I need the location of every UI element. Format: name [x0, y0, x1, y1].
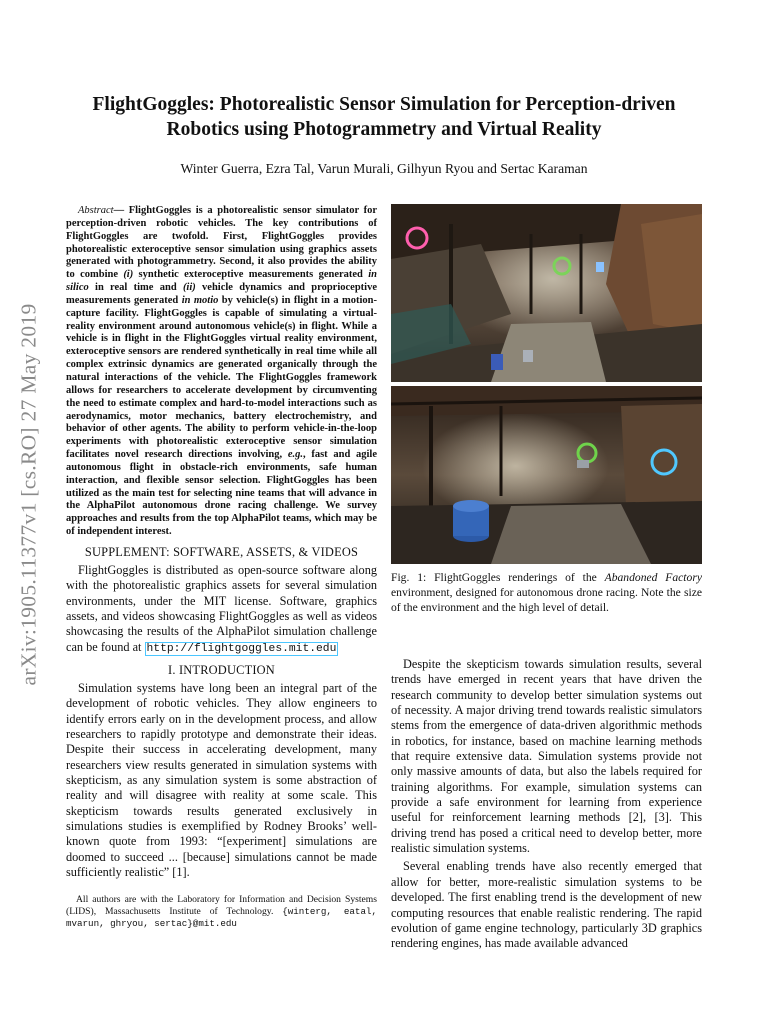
- arxiv-stamp-text: arXiv:1905.11377v1 [cs.RO] 27 May 2019: [16, 302, 41, 686]
- left-column: [66, 205, 377, 930]
- figure-caption: [391, 570, 702, 615]
- project-url-link[interactable]: http://flightgoggles.mit.edu: [146, 642, 337, 655]
- supplement-paragraph: [66, 563, 377, 657]
- abstract-italic-5: e.g.: [287, 449, 304, 461]
- abstract-italic-2: in silico: [66, 269, 377, 294]
- abstract-text-2: synthetic exteroceptive measurements generated: [133, 269, 369, 281]
- author-list: Winter Guerra, Ezra Tal, Varun Murali, Gilhyun Ryou and Sertac Karaman: [180, 161, 588, 176]
- abstract-italic-1: (i): [123, 269, 134, 281]
- figure-1: [391, 204, 702, 615]
- caption-prefix: Fig. 1: FlightGoggles renderings of the: [391, 571, 605, 584]
- abstract-text-6: , fast and agile autonomous flight in obstacle-rich environments, safe human interaction, and flexible sensor selection. FlightGoggles has been utilized as the main test for selecting nine teams that will advance in the AlphaPilot autonomous drone racing challenge. We survey approaches and results from the top AlphaPilot teams, which may be of independent interest.: [66, 449, 378, 538]
- arxiv-stamp: [5, 264, 53, 724]
- abstract-dash: —: [113, 205, 125, 216]
- paper-title: FlightGoggles: Photorealistic Sensor Simulation for Perception-driven Robotics using Photogrammetry and Virtual Reality: [92, 94, 676, 140]
- introduction-paragraph: Simulation systems have long been an integral part of the development of robotic vehicles. They allow engineers to identify errors early on in the development process, and allow researchers to rapidly prototype and demonstrate their ideas. Despite their success in accelerating development, many researchers view results generated in simulation systems with skepticism, as any simulation system is some abstraction of reality and will disagree with reality at some scale. This skepticism towards results generated exclusively in simulations studies is exemplified by Rodney Brooks’ well-known quote from 1993: “[experiment] simulations are doomed to succeed ... [because] simulations cannot be made sufficiently realistic” [1].: [66, 681, 377, 880]
- author-footnote: [66, 894, 377, 930]
- footnote-emails: {winterg, eatal, mvarun, ghryou, sertac}@mit.edu: [66, 906, 377, 930]
- abstract-text-5: by vehicle(s) in flight in a motion-capture facility. FlightGoggles is capable of simulating a virtual-reality environment around autonomous vehicle(s) in flight. While a vehicle is in flight in the FlightGoggles virtual reality environment, exteroceptive sensors are rendered synthetically in real time while all complex extrinsic dynamics are generated organically through the natural interactions of the vehicle. The FlightGoggles framework allows for researchers to accelerate development by circumventing the need to estimate complex and hard-to-model interactions such as aerodynamics, motor mechanics, battery electrochemistry, and behavior of other agents. The ability to perform vehicle-in-the-loop experiments with photorealistic exteroceptive sensor simulation facilitates novel research directions involving,: [66, 294, 377, 461]
- abstract-text-1: FlightGoggles is a photorealistic sensor simulator for perception-driven robotic vehicles. The key contributions of FlightGoggles are twofold. First, FlightGoggles provides photorealistic exteroceptive sensor simulation using graphics assets generated with photogrammetry. Second, it also provides the ability to combine: [66, 205, 377, 281]
- caption-italic: Abandoned Factory: [604, 571, 702, 584]
- abstract: [66, 205, 377, 539]
- right-column: [391, 204, 702, 952]
- body-paragraph-2: Several enabling trends have also recently emerged that allow for better, more-realistic simulation systems to be developed. The first enabling trend is the development of new computing resources that enable realistic rendering. The rapid evolution of game engine technology, particularly 3D graphics rendering engines, has made available advanced: [391, 859, 702, 951]
- body-paragraph-1: Despite the skepticism towards simulation results, several trends have emerged in recent years that have driven the research community to develop better simulation systems out of necessity. A major driving trend towards realistic simulators stems from the emergence of data-driven algorithmic methods in robotics, for instance, based on machine learning methods that require extensive data. Simulation systems provide not only massive amounts of data, but also the labels required for training algorithms. For example, simulation systems can provide a safe environment for learning from experience useful for reinforcement learning methods [2], [3]. This driving trend has posed a critical need to develop better, more realistic simulation systems.: [391, 657, 702, 856]
- abstract-italic-4: in motio: [181, 294, 219, 306]
- caption-suffix: environment, designed for autonomous drone racing. Note the size of the environment and the high level of detail.: [391, 586, 702, 614]
- abstract-label: Abstract: [78, 205, 114, 216]
- abstract-text-3: in real time and: [88, 282, 183, 294]
- abstract-text-4: vehicle dynamics and proprioceptive measurements generated: [66, 282, 377, 306]
- abstract-italic-3: (ii): [182, 282, 196, 294]
- supplement-heading: SUPPLEMENT: SOFTWARE, ASSETS, & VIDEOS: [84, 544, 359, 559]
- introduction-heading: I. INTRODUCTION: [168, 663, 275, 677]
- factory-render-top: [391, 204, 702, 382]
- footnote-text: All authors are with the Laboratory for Information and Decision Systems (LIDS), Massachusetts Institute of Technology.: [66, 894, 377, 918]
- factory-render-bottom: [391, 386, 702, 564]
- supplement-text: FlightGoggles is distributed as open-source software along with the photorealistic graphics assets for several simulation environments, under the MIT license. Software, graphics assets, and videos showcasing FlightGoggles as well as videos showcasing the results of the AlphaPilot simulation challenge can be found at: [66, 562, 377, 654]
